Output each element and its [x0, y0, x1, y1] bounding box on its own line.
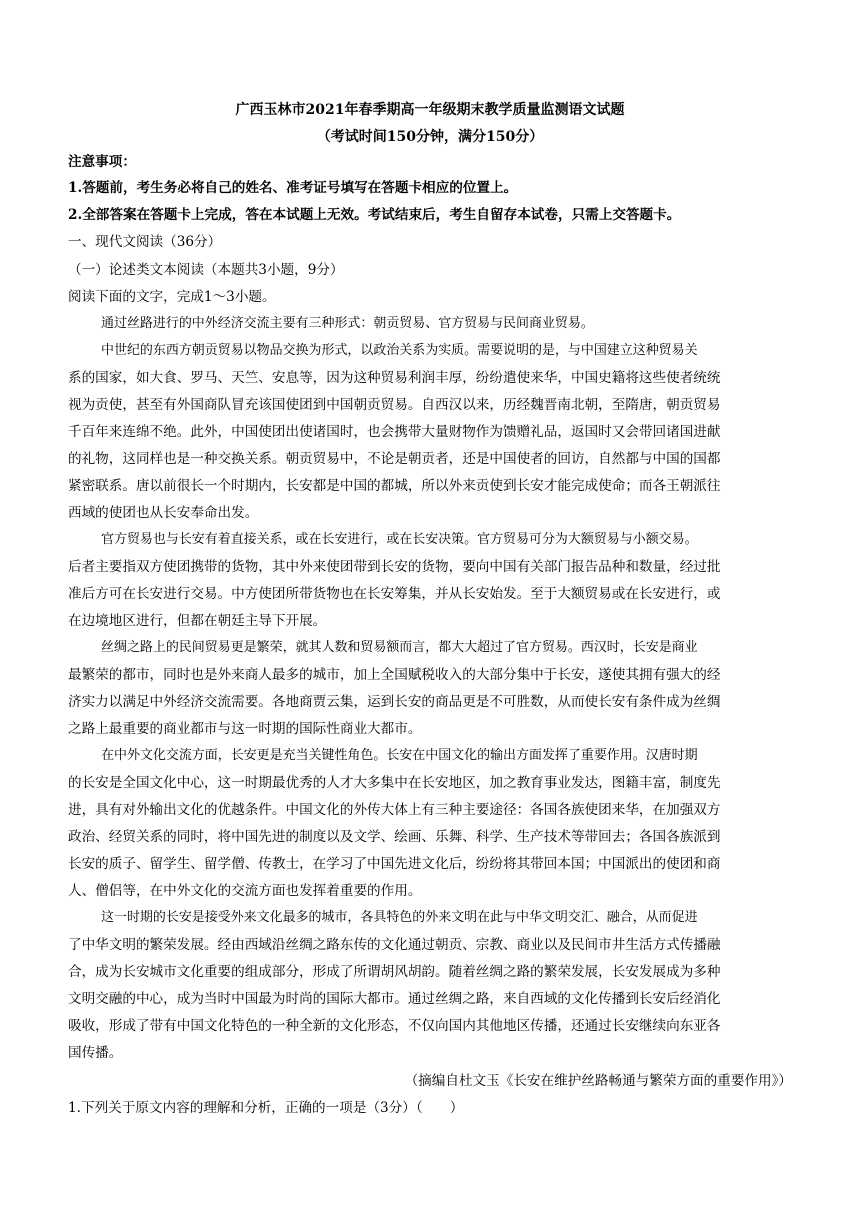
passage-source: （摘编自杜文玉《长安在维护丝路畅通与繁荣方面的重要作用》） — [404, 1073, 792, 1089]
passage-line: 这一时期的长安是接受外来文化最多的城市，各具特色的外来文明在此与中华文明交汇、融合，从而促进 — [101, 910, 698, 925]
passage-line: 准后方可在长安进行交易。中方使团所带货物也在长安筹集，并从长安始发。至于大额贸易或在长安进行，或 — [68, 586, 721, 602]
subsection-heading: （一）论述类文本阅读（本题共3小题，9分） — [68, 262, 344, 278]
passage-line: 吸收，形成了带有中国文化特色的一种全新的文化形态，不仅向国内其他地区传播，还通过长安继续向东亚各 — [68, 1018, 721, 1034]
passage-line: 西域的使团也从长安奉命出发。 — [68, 505, 259, 521]
exam-title: 广西玉林市2021年春季期高一年级期末教学质量监测语文试题 — [235, 102, 625, 118]
passage-line: 的礼物，这同样也是一种交换关系。朝贡贸易中，不论是朝贡者，还是中国使者的回访，自然都与中国的国都 — [68, 451, 721, 467]
passage-line: 通过丝路进行的中外经济交流主要有三种形式：朝贡贸易、官方贸易与民间商业贸易。 — [101, 316, 594, 331]
passage-line: 系的国家，如大食、罗马、天竺、安息等，因为这种贸易利润丰厚，纷纷遣使来华，中国史籍将这些使者统统 — [68, 370, 721, 386]
passage-line: 视为贡使，甚至有外国商队冒充该国使团到中国朝贡贸易。自西汉以来，历经魏晋南北朝，至隋唐，朝贡贸易 — [68, 397, 721, 413]
passage-line: 丝绸之路上的民间贸易更是繁荣，就其人数和贸易额而言，都大大超过了官方贸易。西汉时，长安是商业 — [101, 640, 698, 655]
passage-line: 国传播。 — [68, 1045, 123, 1061]
passage-line: 了中华文明的繁荣发展。经由西域沿丝绸之路东传的文化通过朝贡、宗教、商业以及民间市井生活方式传播融 — [68, 937, 721, 953]
passage-line: 进，具有对外输出文化的优越条件。中国文化的外传大体上有三种主要途径：各国各族使团来华，在加强双方 — [68, 802, 721, 818]
passage-line: 千百年来连绵不绝。此外，中国使团出使诸国时，也会携带大量财物作为馈赠礼品，返国时又会带回诸国进献 — [68, 424, 721, 440]
passage-line: 政治、经贸关系的同时，将中国先进的制度以及文学、绘画、乐舞、科学、生产技术等带回去；各国各族派到 — [68, 829, 721, 845]
passage-line: 后者主要指双方使团携带的货物，其中外来使团带到长安的货物，要向中国有关部门报告品种和数量，经过批 — [68, 559, 721, 575]
passage-line: 的长安是全国文化中心，这一时期最优秀的人才大多集中在长安地区，加之教育事业发达，图籍丰富，制度先 — [68, 775, 721, 791]
passage-line: 文明交融的中心，成为当时中国最为时尚的国际大都市。通过丝绸之路，来自西域的文化传播到长安后经消化 — [68, 991, 721, 1007]
passage-line: 在中外文化交流方面，长安更是充当关键性角色。长安在中国文化的输出方面发挥了重要作用。汉唐时期 — [101, 748, 698, 763]
passage-line: 紧密联系。唐以前很长一个时期内，长安都是中国的都城，所以外来贡使到长安才能完成使命；而各王朝派往 — [68, 478, 721, 494]
passage-line: 长安的质子、留学生、留学僧、传教士，在学习了中国先进文化后，纷纷将其带回本国；中国派出的使团和商 — [68, 856, 721, 872]
passage-line: 合，成为长安城市文化重要的组成部分，形成了所谓胡风胡韵。随着丝绸之路的繁荣发展，长安发展成为多种 — [68, 964, 721, 980]
passage-line: 人、僧侣等，在中外文化的交流方面也发挥着重要的作用。 — [68, 883, 422, 899]
passage-line: 济实力以满足中外经济交流需要。各地商贾云集，运到长安的商品更是不可胜数，从而使长安有条件成为丝绸 — [68, 694, 721, 710]
question-1: 1.下列关于原文内容的理解和分析，正确的一项是（3分）（ ） — [68, 1100, 464, 1116]
passage-line: 之路上最重要的商业都市与这一时期的国际性商业大都市。 — [68, 721, 422, 737]
passage-line: 中世纪的东西方朝贡贸易以物品交换为形式，以政治关系为实质。需要说明的是，与中国建立这种贸易关 — [101, 343, 698, 358]
notes-heading: 注意事项： — [68, 154, 136, 170]
note-item-2: 2.全部答案在答题卡上完成，答在本试题上无效。考试结束后，考生自留存本试卷，只需上交答题卡。 — [68, 207, 681, 223]
passage-line: 最繁荣的都市，同时也是外来商人最多的城市，加上全国赋税收入的大部分集中于长安，遂使其拥有强大的经 — [68, 667, 721, 683]
exam-subtitle: （考试时间150分钟，满分150分） — [316, 129, 544, 145]
note-item-1: 1.答题前，考生务必将自己的姓名、准考证号填写在答题卡相应的位置上。 — [68, 180, 518, 196]
section-heading: 一、现代文阅读（36分） — [68, 234, 222, 250]
passage-line: 在边境地区进行，但都在朝廷主导下开展。 — [68, 613, 327, 629]
reading-instruction: 阅读下面的文字，完成1～3小题。 — [68, 289, 276, 305]
passage-line: 官方贸易也与长安有着直接关系，或在长安进行，或在长安决策。官方贸易可分为大额贸易与小额交易。 — [101, 532, 698, 547]
